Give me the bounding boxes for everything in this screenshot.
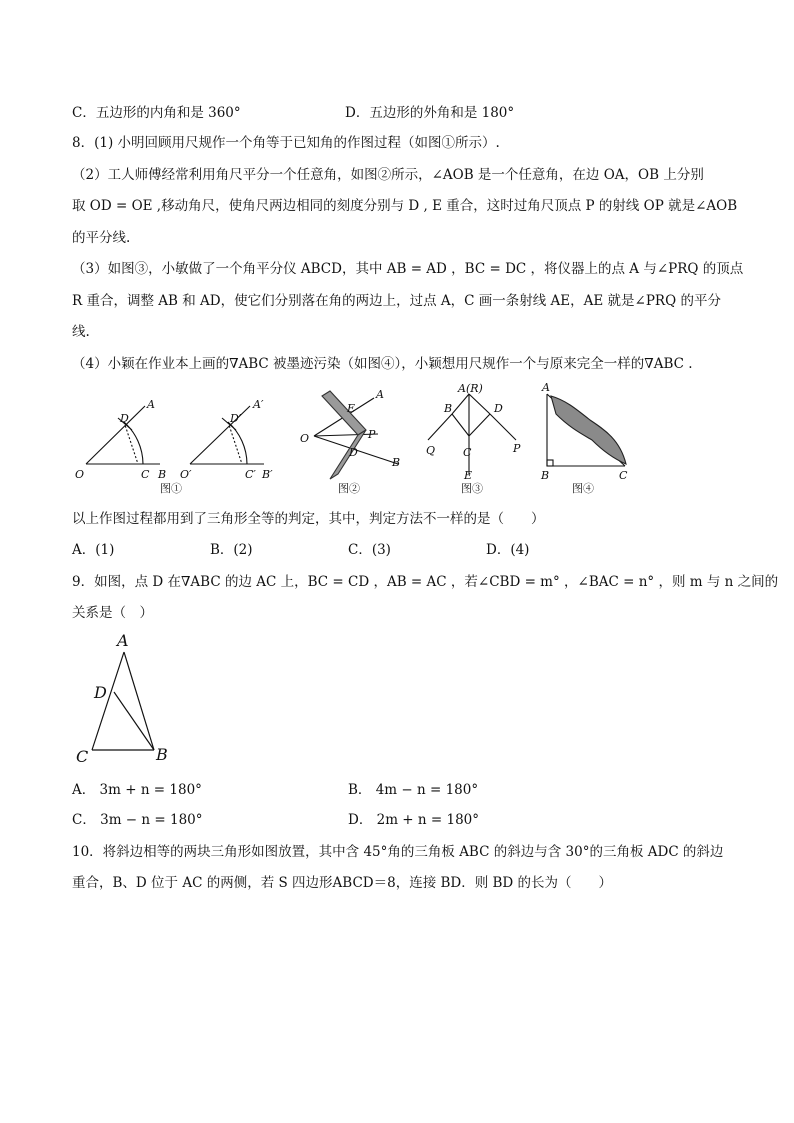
fig3-label-o: O bbox=[300, 432, 310, 445]
fig3-label-d: D bbox=[349, 446, 358, 459]
q9-label-a: A bbox=[117, 631, 129, 650]
fig1-caption: 图① bbox=[160, 482, 182, 495]
fig4-label-c: C bbox=[463, 446, 472, 459]
q8-option-a: A．(1) bbox=[72, 542, 115, 558]
q8-question: 以上作图过程都用到了三角形全等的判定，其中，判定方法不一样的是（ ） bbox=[72, 511, 545, 527]
q8-option-d: D．(4) bbox=[486, 542, 530, 558]
q8-option-b: B．(2) bbox=[210, 542, 253, 558]
q9-label-b: B bbox=[156, 745, 168, 764]
fig2-label-o: O′ bbox=[180, 468, 192, 481]
q8-option-c: C．(3) bbox=[348, 542, 391, 558]
q8-part1: 8．(1) 小明回顾用尺规作一个角等于已知角的作图过程（如图①所示）. bbox=[72, 135, 500, 151]
q9-text-line2: 关系是（ ） bbox=[72, 605, 153, 621]
fig4-label-ar: A(R) bbox=[458, 382, 483, 395]
fig3-caption: 图③ bbox=[461, 482, 483, 495]
fig4-label-q: Q bbox=[426, 444, 436, 457]
q9-label-c: C bbox=[76, 747, 89, 766]
fig4-label-e: E bbox=[464, 469, 473, 482]
q9-option-d: D． 2m + n = 180° bbox=[348, 812, 480, 828]
fig3-label-p: P bbox=[368, 428, 376, 441]
q8-part2-line2: 取 OD = OE ,移动角尺，使角尺两边相同的刻度分别与 D , E 重合，这时过角尺顶点 P 的射线 OP 就是∠AOB bbox=[72, 198, 738, 214]
fig1-label-b: B bbox=[158, 468, 167, 481]
q8-part2-line3: 的平分线. bbox=[72, 230, 131, 246]
q8-part2-line1: （2）工人师傅经常利用角尺平分一个任意角，如图②所示，∠AOB 是一个任意角，在边 OA，OB 上分别 bbox=[72, 167, 704, 183]
fig4-caption: 图④ bbox=[572, 482, 594, 495]
fig1-label-d: D bbox=[120, 412, 129, 425]
q8-part4: （4）小颖在作业本上画的∇ABC 被墨迹污染（如图④），小颖想用尺规作一个与原来完全一样的∇ABC . bbox=[72, 356, 693, 372]
q8-figures bbox=[0, 378, 794, 503]
fig3-label-a: A bbox=[376, 388, 384, 401]
q8-part3-line1: （3）如图③，小敏做了一个角平分仪 ABCD，其中 AB = AD ，BC = DC ，将仪器上的点 A 与∠PRQ 的顶点 bbox=[72, 261, 744, 277]
figure-5 bbox=[547, 394, 626, 466]
fig2-label-b: B′ bbox=[262, 468, 273, 481]
fig4-label-b: B bbox=[444, 402, 453, 415]
fig5-label-c: C bbox=[619, 469, 628, 482]
q10-text-line1: 10．将斜边相等的两块三角形如图放置，其中含 45°角的三角板 ABC 的斜边与含 30°的三角板 ADC 的斜边 bbox=[72, 844, 724, 860]
fig5-label-a: A bbox=[542, 381, 550, 394]
q7-option-c: C．五边形的内角和是 360° bbox=[72, 105, 241, 121]
figure-2-primed bbox=[190, 406, 264, 464]
q9-label-d: D bbox=[94, 683, 107, 702]
fig4-label-d: D bbox=[494, 402, 503, 415]
fig2-label-c: C′ bbox=[245, 468, 256, 481]
fig1-label-o: O bbox=[75, 468, 85, 481]
q8-part3-line2: R 重合，调整 AB 和 AD，使它们分别落在角的两边上，过点 A，C 画一条射线 AE，AE 就是∠PRQ 的平分 bbox=[72, 293, 721, 309]
q9-figure bbox=[70, 628, 190, 768]
fig4-label-p: P bbox=[513, 442, 521, 455]
q9-option-a: A． 3m + n = 180° bbox=[72, 782, 202, 798]
fig1-label-a: A bbox=[147, 398, 155, 411]
fig3-label-b: B bbox=[392, 456, 401, 469]
q9-option-b: B． 4m − n = 180° bbox=[348, 782, 479, 798]
figure-3 bbox=[314, 391, 401, 479]
fig5-label-b: B bbox=[541, 469, 550, 482]
q10-text-line2: 重合，B、D 位于 AC 的两侧，若 S 四边形ABCD＝8，连接 BD．则 BD 的长为（ ） bbox=[72, 875, 613, 891]
q9-text-line1: 9．如图，点 D 在∇ABC 的边 AC 上，BC = CD ，AB = AC ，若∠CBD = m° ，∠BAC = n° ，则 m 与 n 之间的 bbox=[72, 574, 779, 590]
q9-option-c: C． 3m − n = 180° bbox=[72, 812, 203, 828]
fig1-label-c: C bbox=[141, 468, 150, 481]
fig3-label-e: E bbox=[347, 402, 356, 415]
fig2-label-d: D′ bbox=[230, 412, 242, 425]
fig2-caption: 图② bbox=[338, 482, 360, 495]
fig2-label-a: A′ bbox=[253, 398, 264, 411]
q8-part3-line3: 线. bbox=[72, 324, 90, 340]
q7-option-d: D．五边形的外角和是 180° bbox=[345, 105, 515, 121]
